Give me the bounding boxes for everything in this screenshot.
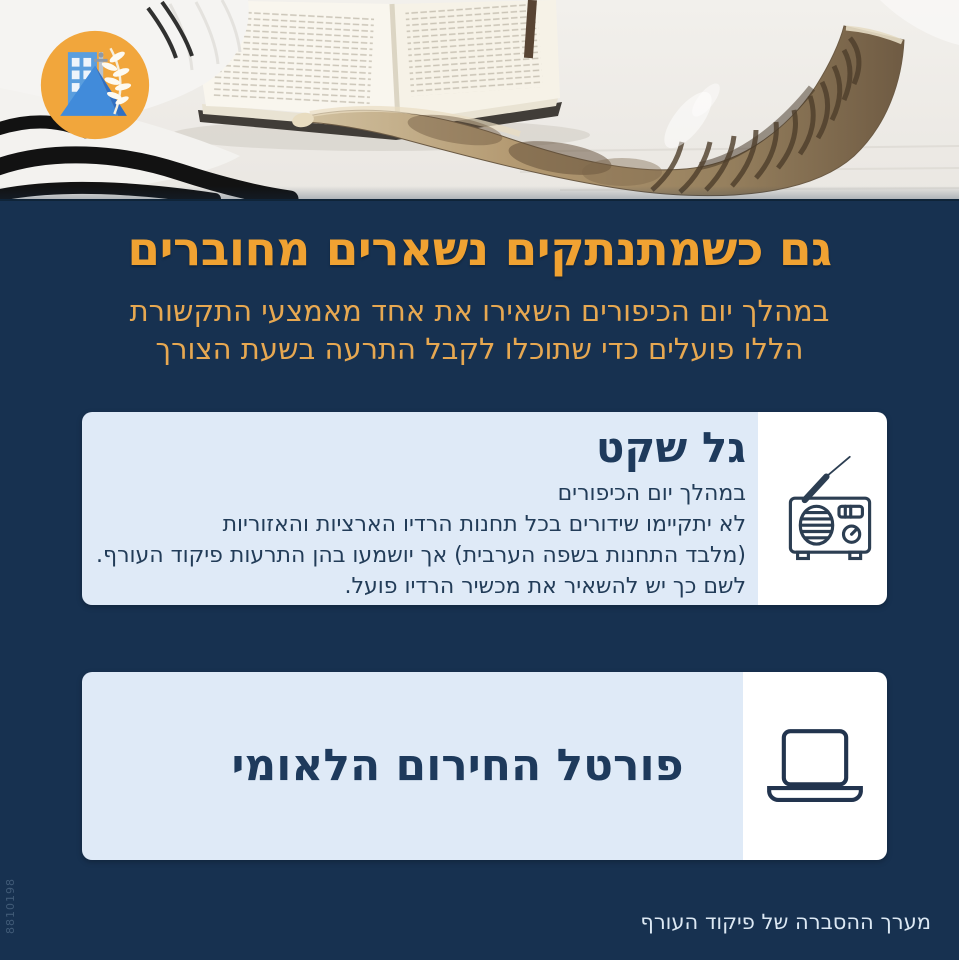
subtitle-line-1: במהלך יום הכיפורים השאירו את אחד מאמצעי התקשורת	[129, 294, 830, 328]
card-silent-wave	[82, 412, 887, 605]
subtitle-line-2: הללו פועלים כדי שתוכלו לקבל התרעה בשעת הצורך	[155, 332, 804, 366]
radio-icon	[776, 450, 884, 568]
card-silent-wave-body	[96, 478, 746, 602]
page-subtitle	[0, 292, 959, 368]
card-emergency-portal	[82, 672, 887, 860]
card-silent-wave-content	[82, 412, 758, 605]
body-line: לשם כך יש להשאיר את מכשיר הרדיו פועל.	[344, 574, 747, 600]
laptop-icon	[760, 711, 870, 821]
card-emergency-portal-title: פורטל החירום הלאומי	[231, 739, 684, 791]
card-emergency-portal-icon-strip	[743, 672, 887, 860]
card-emergency-portal-content	[82, 672, 743, 860]
body-line: במהלך יום הכיפורים	[557, 481, 747, 507]
page-title: גם כשמתנתקים נשארים מחוברים	[127, 222, 832, 277]
card-silent-wave-title: גל שקט	[595, 423, 747, 472]
card-silent-wave-icon-strip	[758, 412, 887, 605]
logo-emblem	[37, 27, 153, 143]
body-line: (מלבד התחנות בשפה הערבית) אך יושמעו בהן התרעות פיקוד העורף.	[96, 543, 747, 569]
credit-text: מערך ההסברה של פיקוד העורף	[640, 910, 931, 934]
header-photo	[0, 0, 959, 201]
body-line: לא יתקיימו שידורים בכל תחנות הרדיו הארציות והאזוריות	[222, 512, 747, 538]
watermark: 8810198	[4, 878, 17, 934]
home-front-command-logo	[37, 27, 153, 143]
